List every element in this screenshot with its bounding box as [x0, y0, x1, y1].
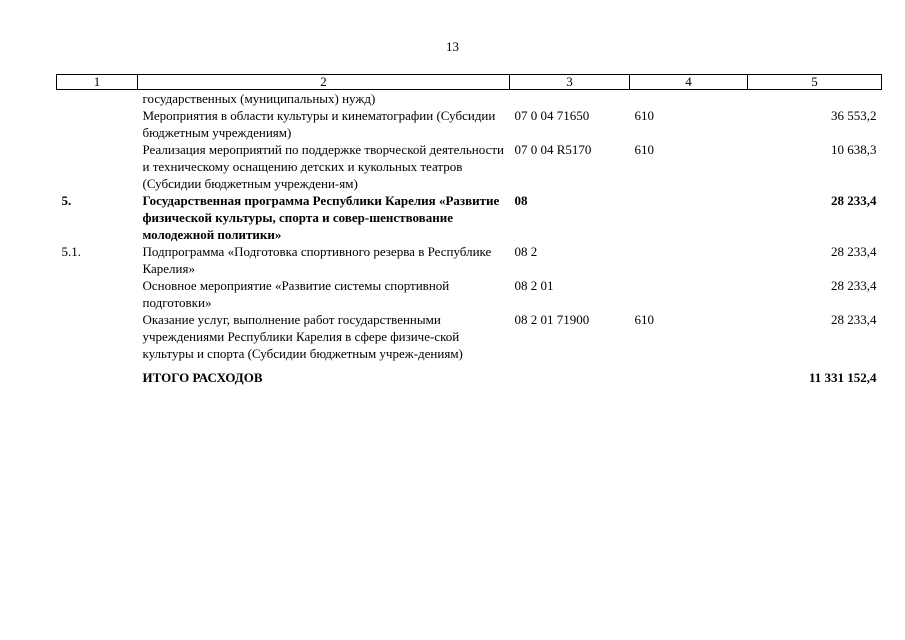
row-expense-type [630, 90, 748, 108]
row-code: 08 2 01 [514, 278, 554, 293]
total-row [57, 369, 882, 386]
table-row [57, 243, 882, 277]
row-expense-type: 610 [634, 312, 654, 327]
row-name: Подпрограмма «Подготовка спортивного резерва в Республике Карелия» [142, 244, 492, 276]
total-amount: 11 331 152,4 [808, 370, 877, 385]
row-amount: 28 233,4 [831, 312, 877, 327]
table-row [57, 192, 882, 243]
row-number [57, 90, 138, 108]
table-row [57, 90, 882, 108]
row-name: государственных (муниципальных) нужд) [142, 91, 376, 106]
row-name: Государственная программа Республики Карелия «Развитие физической культуры, спорта и совер-шенствование молодежной политики» [142, 193, 500, 242]
row-expense-type: 610 [634, 142, 654, 157]
row-name: Реализация мероприятий по поддержке творческой деятельности и техническому оснащению детских и кукольных театров (Субсидии бюджетным учреждени-ям) [142, 142, 504, 191]
row-name: Мероприятия в области культуры и кинематографии (Субсидии бюджетным учреждениям) [142, 108, 496, 140]
row-code [510, 90, 630, 108]
table-row [57, 141, 882, 192]
row-number [57, 311, 138, 362]
row-number: 5. [61, 193, 72, 208]
column-header-1: 1 [57, 75, 138, 90]
row-code: 08 2 01 71900 [514, 312, 590, 327]
row-amount: 28 233,4 [831, 193, 877, 208]
total-number [57, 369, 138, 386]
budget-table [56, 74, 882, 386]
row-number [57, 277, 138, 311]
row-expense-type [630, 277, 748, 311]
row-code: 08 [514, 193, 528, 208]
row-amount: 10 638,3 [831, 142, 877, 157]
row-expense-type [630, 192, 748, 243]
column-header-4: 4 [630, 75, 748, 90]
total-code [510, 369, 630, 386]
row-code: 08 2 [514, 244, 538, 259]
row-amount: 28 233,4 [831, 244, 877, 259]
table-row [57, 277, 882, 311]
column-header-5: 5 [748, 75, 882, 90]
spacer-row [57, 362, 882, 369]
row-expense-type [630, 243, 748, 277]
column-header-3: 3 [510, 75, 630, 90]
column-header-2: 2 [138, 75, 510, 90]
row-number [57, 141, 138, 192]
row-amount: 36 553,2 [831, 108, 877, 123]
spacer-cell [57, 362, 882, 369]
column-number-header-row [57, 75, 882, 90]
row-code: 07 0 04 71650 [514, 108, 590, 123]
row-amount [748, 90, 882, 108]
row-number: 5.1. [61, 244, 81, 259]
row-name: Основное мероприятие «Развитие системы спортивной подготовки» [142, 278, 450, 310]
row-amount: 28 233,4 [831, 278, 877, 293]
page-number: 13 [446, 39, 459, 54]
table-row [57, 107, 882, 141]
row-number [57, 107, 138, 141]
table-row [57, 311, 882, 362]
row-expense-type: 610 [634, 108, 654, 123]
row-code: 07 0 04 R5170 [514, 142, 592, 157]
total-expense-type [630, 369, 748, 386]
total-label: ИТОГО РАСХОДОВ [142, 370, 263, 385]
row-name: Оказание услуг, выполнение работ государственными учреждениями Республики Карелия в сфере физиче-ской культуры и спорта (Субсидии бюджетным учреж-дениям) [142, 312, 463, 361]
